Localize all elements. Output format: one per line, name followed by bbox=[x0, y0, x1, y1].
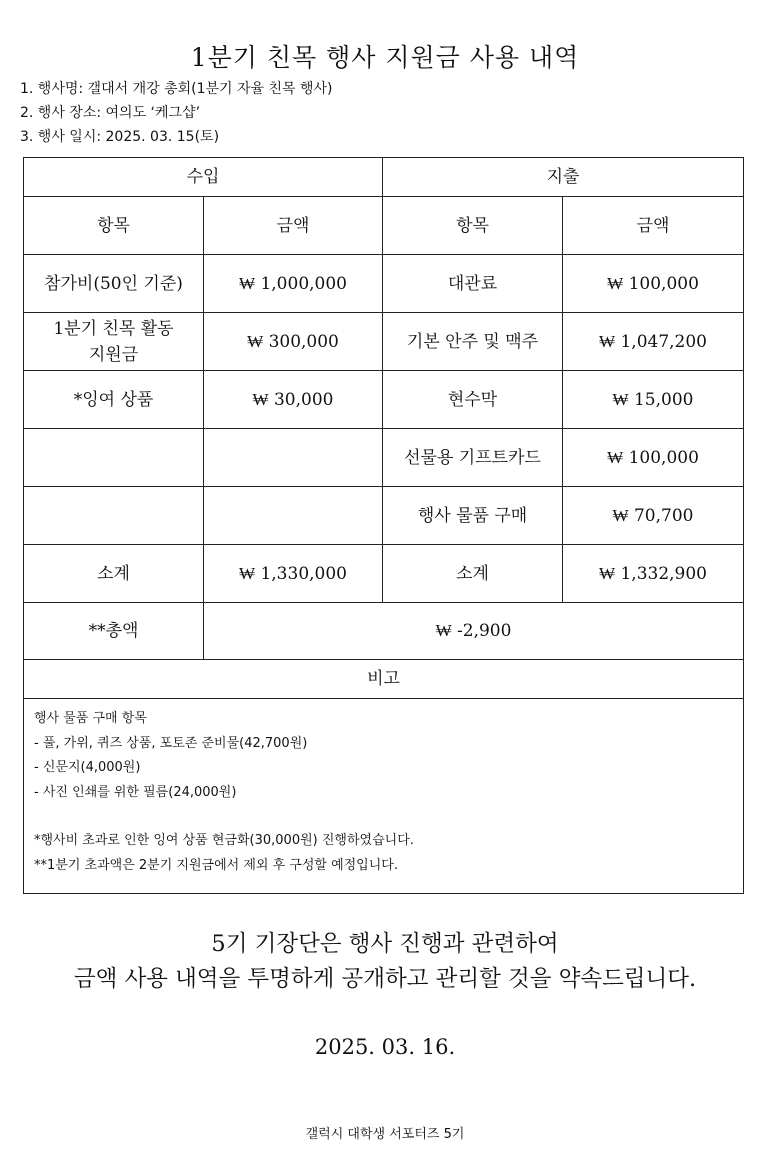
remarks-header: 비고 bbox=[24, 660, 744, 699]
income-amount bbox=[204, 487, 383, 545]
remark-line bbox=[34, 805, 733, 829]
event-name-line: 1. 행사명: 갤대서 개강 총회(1분기 자율 친목 행사) bbox=[20, 81, 333, 97]
table-row bbox=[24, 255, 744, 313]
issuer-footer: 갤럭시 대학생 서포터즈 5기 bbox=[305, 1127, 465, 1142]
income-header: 수입 bbox=[24, 158, 383, 197]
ledger-header-row bbox=[24, 158, 744, 197]
remark-line: 행사 물품 구매 항목 bbox=[34, 711, 147, 726]
table-row bbox=[24, 429, 744, 487]
column-header-row bbox=[24, 197, 744, 255]
expense-header: 지출 bbox=[383, 158, 744, 197]
income-amount bbox=[204, 429, 383, 487]
expense-item: 행사 물품 구매 bbox=[383, 487, 563, 545]
total-label: **총액 bbox=[24, 603, 204, 660]
expense-item-col-header: 항목 bbox=[383, 197, 563, 255]
expense-item: 선물용 기프트카드 bbox=[383, 429, 563, 487]
table-row bbox=[24, 313, 744, 371]
remark-line: - 풀, 가위, 퀴즈 상품, 포토존 준비물(42,700원) bbox=[34, 735, 308, 751]
income-item: 1분기 친목 활동 지원금 bbox=[24, 313, 204, 371]
event-date-line: 3. 행사 일시: 2025. 03. 15(토) bbox=[20, 129, 220, 145]
income-amount: ₩ 1,000,000 bbox=[204, 255, 383, 313]
remarks-header-row bbox=[24, 660, 744, 699]
expense-item: 현수막 bbox=[383, 371, 563, 429]
income-item: *잉여 상품 bbox=[24, 371, 204, 429]
expense-subtotal-label: 소계 bbox=[383, 545, 563, 603]
expense-amount: ₩ 100,000 bbox=[563, 255, 744, 313]
expense-item: 기본 안주 및 맥주 bbox=[383, 313, 563, 371]
expense-amount: ₩ 1,047,200 bbox=[563, 313, 744, 371]
table-row bbox=[24, 371, 744, 429]
remark-line: **1분기 초과액은 2분기 지원금에서 제외 후 구성할 예정입니다. bbox=[34, 857, 398, 873]
pledge-line: 5기 기장단은 행사 진행과 관련하여 bbox=[211, 931, 559, 957]
income-subtotal-label: 소계 bbox=[24, 545, 204, 603]
total-value: ₩ -2,900 bbox=[204, 603, 744, 660]
remarks-row bbox=[24, 699, 744, 894]
remark-line: - 사진 인쇄를 위한 필름(24,000원) bbox=[34, 784, 237, 800]
document-date: 2025. 03. 16. bbox=[314, 1035, 456, 1059]
income-item: 참가비(50인 기준) bbox=[24, 255, 204, 313]
expense-amount: ₩ 100,000 bbox=[563, 429, 744, 487]
expense-item: 대관료 bbox=[383, 255, 563, 313]
document-title: 1분기 친목 행사 지원금 사용 내역 bbox=[190, 43, 580, 72]
remark-line: - 신문지(4,000원) bbox=[34, 760, 141, 775]
income-amount: ₩ 30,000 bbox=[204, 371, 383, 429]
income-amount-col-header: 금액 bbox=[204, 197, 383, 255]
income-subtotal: ₩ 1,330,000 bbox=[204, 545, 383, 603]
event-venue-line: 2. 행사 장소: 여의도 ‘케그샵’ bbox=[20, 105, 201, 121]
expense-subtotal: ₩ 1,332,900 bbox=[563, 545, 744, 603]
subtotal-row bbox=[24, 545, 744, 603]
expense-amount-col-header: 금액 bbox=[563, 197, 744, 255]
remark-line: *행사비 초과로 인한 잉여 상품 현금화(30,000원) 진행하였습니다. bbox=[34, 833, 414, 848]
expense-amount: ₩ 70,700 bbox=[563, 487, 744, 545]
pledge-line: 금액 사용 내역을 투명하게 공개하고 관리할 것을 약속드립니다. bbox=[73, 966, 697, 992]
total-row bbox=[24, 603, 744, 660]
remarks-cell bbox=[24, 699, 744, 894]
income-amount: ₩ 300,000 bbox=[204, 313, 383, 371]
expense-amount: ₩ 15,000 bbox=[563, 371, 744, 429]
table-row bbox=[24, 487, 744, 545]
income-item bbox=[24, 429, 204, 487]
income-item bbox=[24, 487, 204, 545]
ledger-table bbox=[23, 157, 744, 894]
income-item-col-header: 항목 bbox=[24, 197, 204, 255]
